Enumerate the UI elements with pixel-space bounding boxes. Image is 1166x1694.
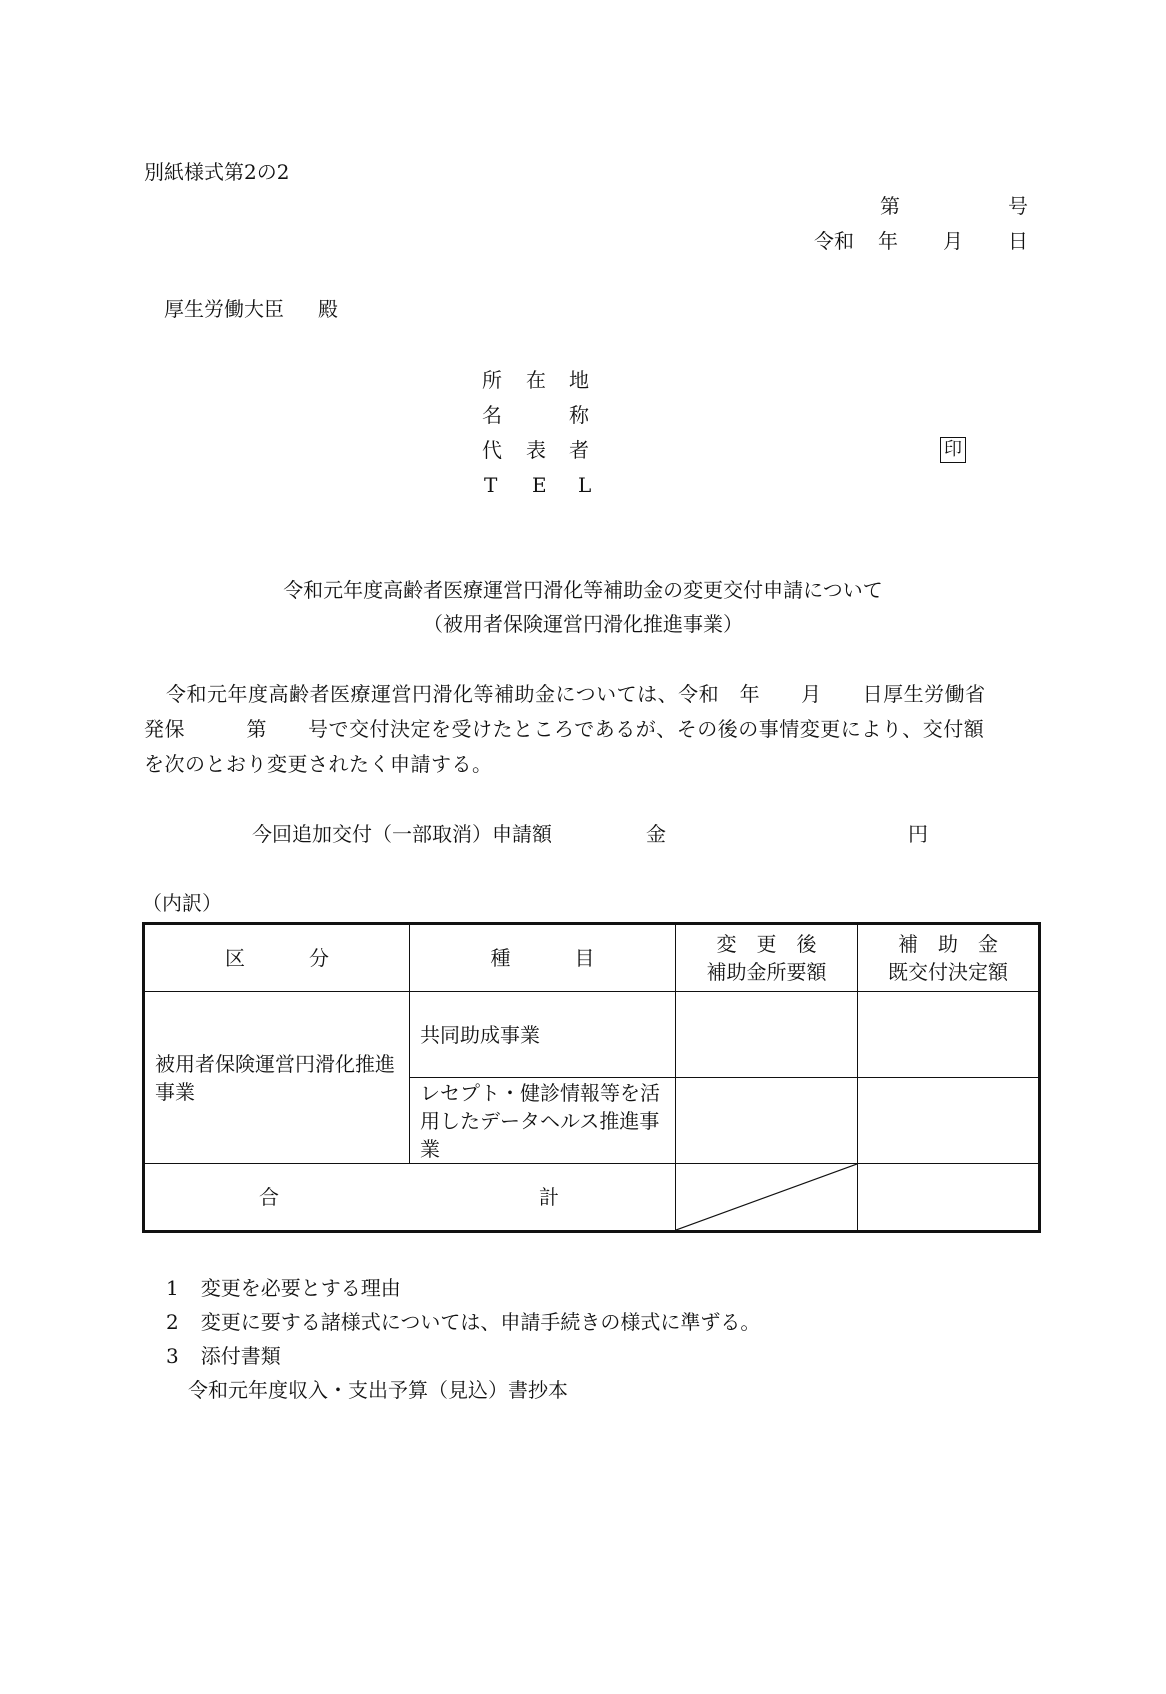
header-row (144, 924, 1040, 992)
date-year: 年 (878, 229, 898, 253)
date-day: 日 (1008, 229, 1028, 253)
doc-number-suffix: 号 (1008, 194, 1028, 218)
date-era: 令和 (814, 229, 854, 253)
note-number: 2 (166, 1310, 179, 1334)
header-after-change (676, 924, 858, 992)
amount-yen: 円 (908, 822, 928, 846)
item-name: レセプト・健診情報等を活用したデータヘルス推進事業 (420, 1080, 660, 1161)
attachment-item: 令和元年度収入・支出予算（見込）書抄本 (188, 1378, 568, 1402)
tel-char-2: E (532, 473, 547, 497)
name-char-2: 称 (569, 403, 589, 427)
tel-char-3: L (578, 473, 592, 497)
representative-char-3: 者 (569, 438, 589, 462)
addressee-name: 厚生労働大臣 (164, 297, 284, 321)
location-char-3: 地 (569, 368, 589, 392)
seal-char: 印 (940, 437, 966, 463)
doc-number-prefix: 第 (880, 194, 900, 218)
after-change-amount-cell (676, 992, 858, 1078)
table-row (144, 992, 1040, 1078)
note-text: 添付書類 (200, 1344, 281, 1368)
total-char-1: 合 (259, 1185, 279, 1209)
title-line-1: 令和元年度高齢者医療運営円滑化等補助金の変更交付申請について (283, 578, 883, 602)
note-text: 変更に要する諸様式については、申請手続きの様式に準ずる。 (200, 1310, 761, 1334)
header-granted-line-1: 補 助 金 (898, 932, 998, 956)
note-number: 3 (166, 1344, 179, 1368)
amount-label: 今回追加交付（一部取消）申請額 (252, 822, 552, 846)
total-row (144, 1164, 1040, 1232)
breakdown-table (142, 922, 1041, 1233)
header-item-char-1: 種 (490, 946, 511, 970)
amount-kin: 金 (646, 822, 666, 846)
name-char-1: 名 (482, 403, 502, 427)
header-granted-line-2: 既交付決定額 (888, 960, 1008, 984)
header-category (144, 924, 410, 992)
header-granted (858, 924, 1040, 992)
header-item (410, 924, 676, 992)
total-granted-amount-cell (858, 1164, 1040, 1232)
category-name: 被用者保険運営円滑化推進事業 (155, 1051, 395, 1104)
total-after-change-slashed-cell (676, 1164, 858, 1232)
tel-char-1: T (484, 473, 498, 497)
location-char-1: 所 (482, 368, 502, 392)
form-label: 別紙様式第2の2 (144, 160, 290, 184)
note-3 (166, 1346, 281, 1366)
representative-char-2: 表 (526, 438, 546, 462)
header-item-char-2: 目 (574, 946, 595, 970)
granted-amount-cell (858, 1078, 1040, 1164)
note-text: 変更を必要とする理由 (200, 1276, 401, 1300)
item-name: 共同助成事業 (420, 1022, 540, 1047)
breakdown-caption: （内訳） (142, 891, 222, 915)
title-line-2: （被用者保険運営円滑化推進事業） (423, 612, 743, 636)
header-category-char-2: 分 (309, 946, 329, 970)
diagonal-slash (676, 1164, 857, 1230)
seal-mark (940, 437, 966, 463)
header-category-char-1: 区 (225, 946, 245, 970)
item-cell (410, 992, 676, 1078)
note-number: 1 (166, 1276, 179, 1300)
header-after-change-line-1: 変 更 後 (716, 932, 817, 956)
addressee-honorific: 殿 (318, 297, 338, 321)
body-line-2: 発保 第 号で交付決定を受けたところであるが、その後の事情変更により、交付額 (144, 717, 985, 741)
body-line-1: 令和元年度高齢者医療運営円滑化等補助金については、令和 年 月 日厚生労働省 (166, 682, 986, 706)
note-1 (166, 1278, 401, 1298)
header-after-change-line-2: 補助金所要額 (706, 960, 827, 984)
location-char-2: 在 (526, 368, 546, 392)
total-char-2: 計 (539, 1185, 559, 1209)
category-cell (144, 992, 410, 1164)
item-cell (410, 1078, 676, 1164)
total-label-cell (144, 1164, 676, 1232)
after-change-amount-cell (676, 1078, 858, 1164)
representative-char-1: 代 (482, 438, 502, 462)
note-2 (166, 1312, 760, 1332)
date-month: 月 (943, 229, 963, 253)
body-line-3: を次のとおり変更されたく申請する。 (144, 752, 493, 776)
granted-amount-cell (858, 992, 1040, 1078)
